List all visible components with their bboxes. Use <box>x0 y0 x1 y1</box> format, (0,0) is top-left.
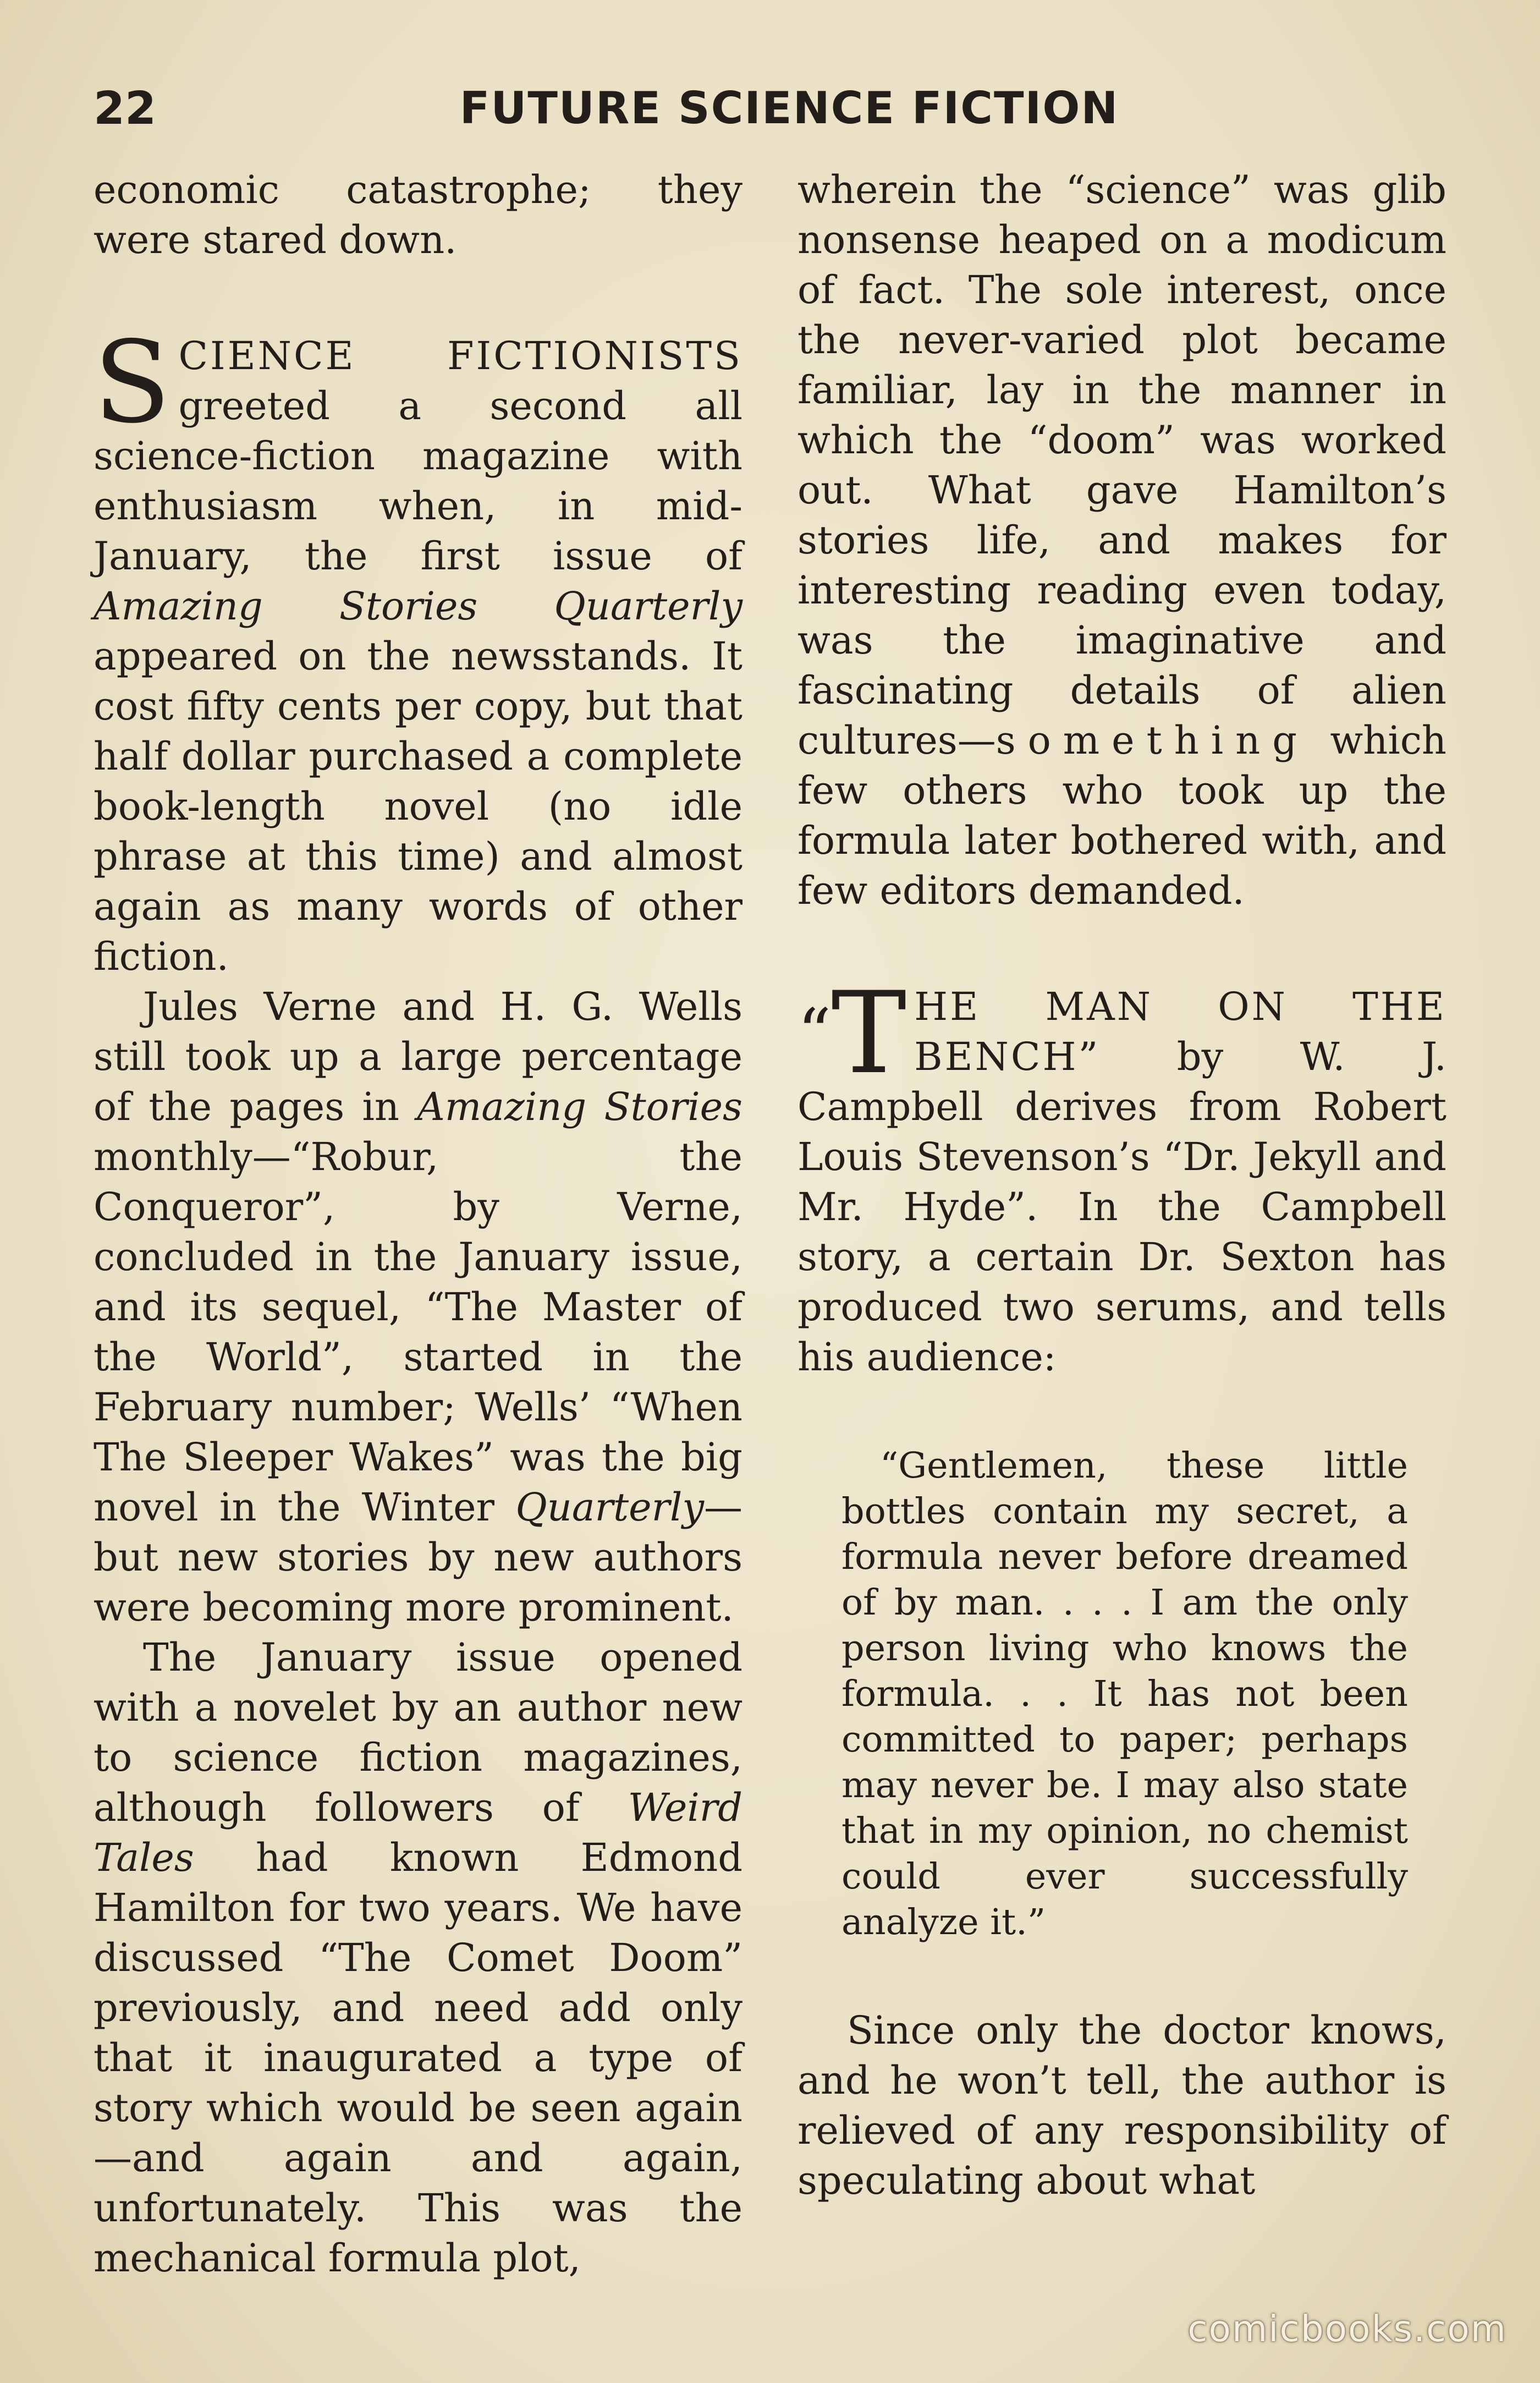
paragraph-text: which few others who took up the formula later bothered with, and few editors demanded. <box>798 718 1447 913</box>
paragraph-text: wherein the “science” was glib nonsense heaped on a modicum of fact. The sole interest, once the never-varied plot became familiar, lay in the manner in which the “doom” was worked out. What gave Hamilton’s stories life, and makes for interesting reading even today, was the imaginative and fascinating details of alien cultures— <box>798 167 1447 763</box>
magazine-title: Amazing Stories Quarterly <box>94 584 743 629</box>
paragraph-text: appeared on the newsstands. It cost fifty cents per copy, but that half dollar purchased a complete book-length novel (no idle phrase at this time) and almost again as many words of other fiction. <box>94 634 743 979</box>
page-number: 22 <box>94 83 157 135</box>
magazine-title: Quarterly <box>515 1485 704 1530</box>
paragraph-text: had known Edmond Hamilton for two years. We have discussed “The Comet Doom” previously, and need add only that it inaugurated a type of story which would be seen again—and again and again, unfortunately. This was the mechanical formula plot, <box>94 1835 743 2281</box>
magazine-title: Weird Tales <box>94 1785 743 1880</box>
block-quote: “Gentlemen, these little bottles contain my secret, a formula never before dreamed of by man. . . . I am the only person living who knows the formula. . . It has not been committed to paper; perhaps may never be. I may also state that in my opinion, no chemist could ever successfully analyze it.” <box>842 1445 1408 1943</box>
small-caps-lead: CIENCE FICTIONISTS <box>178 333 743 378</box>
drop-cap: S <box>94 317 171 448</box>
paragraph-text: monthly—“Robur, the Conqueror”, by Verne, concluded in the January issue, and its sequel, “The Master of the World”, started in the February number; Wells’ “When The Sleeper Wakes” was the big novel in the Winter <box>94 1134 743 1530</box>
small-caps-lead: HE MAN ON THE BENCH” <box>914 984 1447 1079</box>
paragraph-text: Jules Verne and H. G. Wells still took up a large percentage of the pages in <box>94 984 743 1129</box>
paragraph <box>798 165 1447 916</box>
right-column <box>798 165 1447 2206</box>
paragraph-text: by W. J. Campbell derives from Robert Louis Stevenson’s “Dr. Jekyll and Mr. Hyde”. In the Campbell story, a certain Dr. Sexton has produced two serums, and tells his audience: <box>798 1034 1447 1380</box>
section-paragraph <box>94 317 743 982</box>
paragraph-text: greeted a second all science-fiction magazine with enthusiasm when, in mid-January, the first issue of <box>94 383 743 579</box>
paragraph: Since only the doctor knows, and he won’t tell, the author is relieved of any responsibility of speculating about what <box>798 2008 1447 2203</box>
paragraph <box>94 165 743 265</box>
spaced-word: something <box>996 718 1310 763</box>
paragraph <box>94 982 743 1633</box>
left-column <box>94 165 743 2283</box>
running-head: FUTURE SCIENCE FICTION <box>459 83 1119 134</box>
paragraph-text: economic catastrophe; they were stared down. <box>94 167 743 262</box>
watermark: comicbooks.com <box>1187 2308 1507 2350</box>
section-paragraph <box>798 968 1447 1382</box>
paragraph <box>94 1633 743 2283</box>
paragraph-text: —but new stories by new authors were becoming more prominent. <box>94 1485 743 1630</box>
drop-cap-letter: T <box>831 968 907 1099</box>
open-quote: “ <box>798 995 832 1072</box>
drop-cap <box>798 968 907 1099</box>
magazine-title: Amazing Stories <box>417 1084 743 1129</box>
paragraph-text: The January issue opened with a novelet by an author new to science fiction magazines, although followers of <box>94 1635 743 1830</box>
page-header <box>94 83 1485 149</box>
